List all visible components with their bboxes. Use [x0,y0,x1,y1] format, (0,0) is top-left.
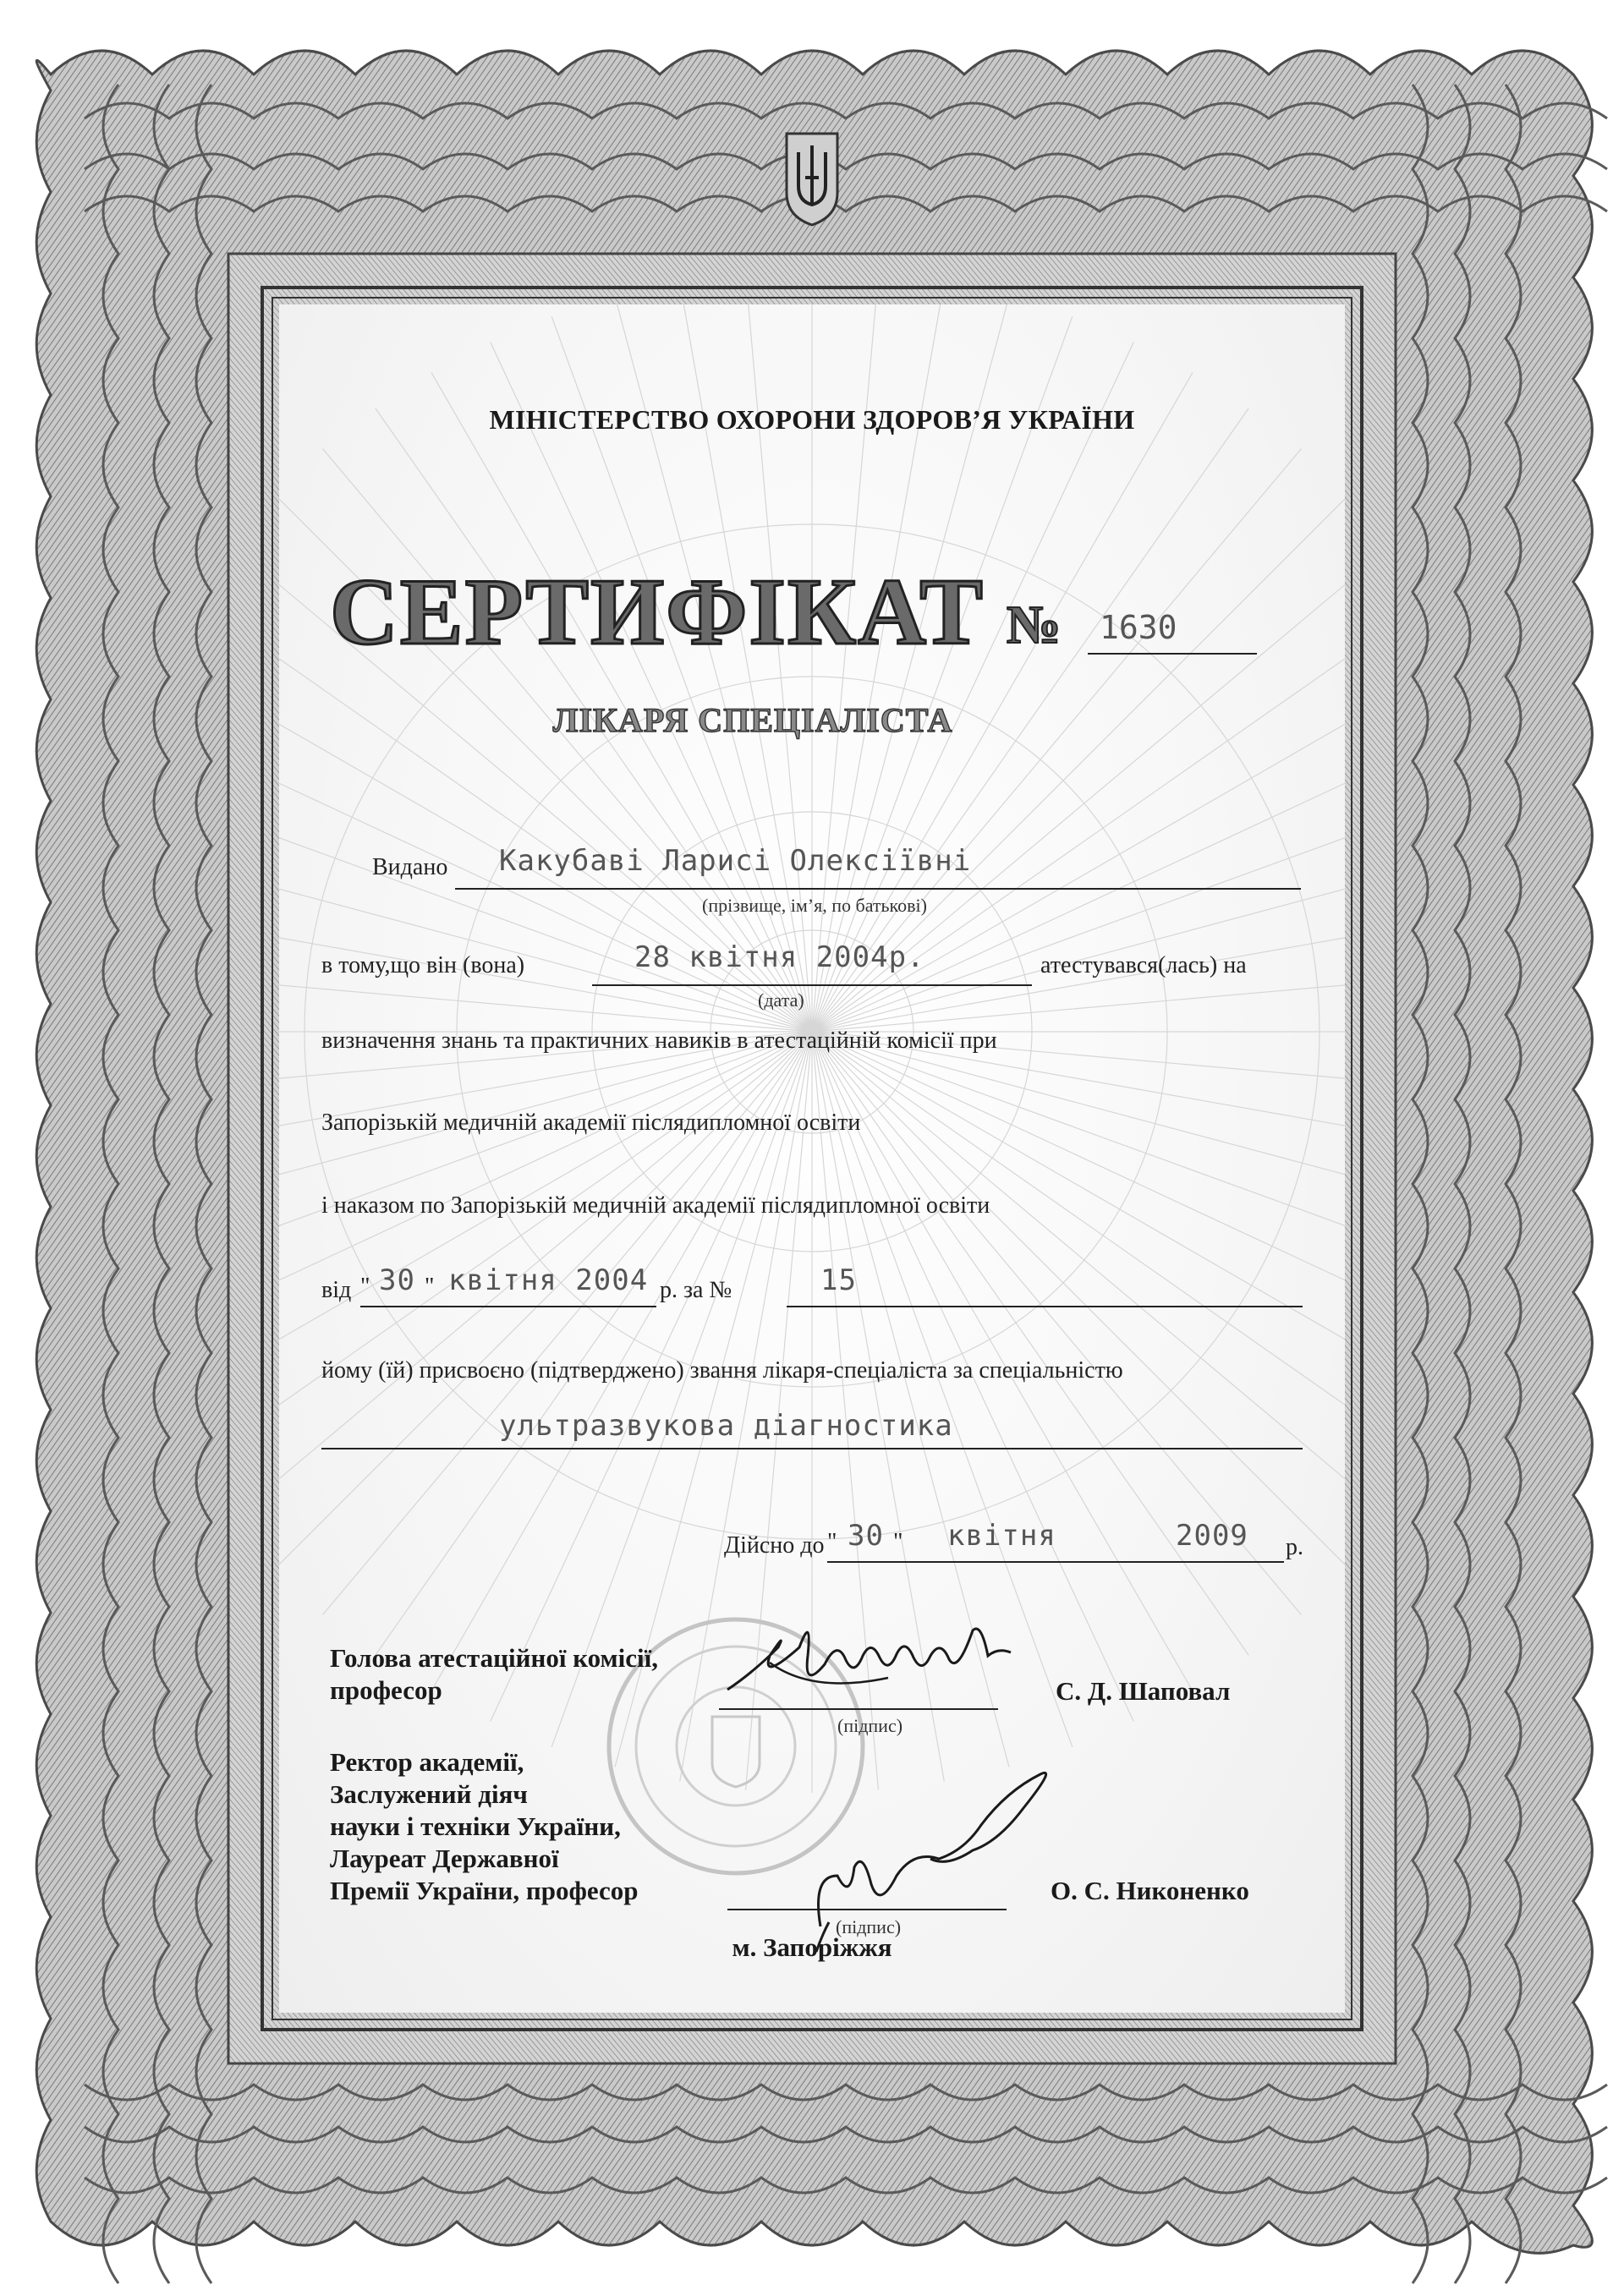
signature1-line [719,1708,998,1710]
validity-underline [827,1561,1284,1563]
certificate-paper [279,304,1345,2013]
signatory2-title-2: Заслужений діяч [330,1779,528,1809]
order-r-label: р. за № [660,1277,732,1303]
number-underline [1088,653,1257,655]
issued-label: Видано [372,854,448,880]
specialty-line: йому (їй) присвоєно (підтверджено) звання лікаря-спеціаліста за спеціальністю [321,1357,1123,1384]
signature-2 [770,1749,1074,1960]
order-from-label: від [321,1277,352,1303]
specialty-underline [321,1448,1303,1449]
signatory1-title-1: Голова атестаційної комісії, [330,1643,659,1673]
signatory2-title-1: Ректор академії, [330,1747,524,1777]
number-sign: № [1007,595,1062,655]
attestation-line-4: Запорізькій медичній академії післядипломної освіти [321,1110,861,1136]
attestation-date: 28 квітня 2004р. [634,940,925,974]
order-number: 15 [820,1263,857,1297]
date-note: (дата) [758,989,804,1011]
attestation-prefix: в тому,що він (вона) [321,952,525,978]
order-day: 30 [379,1263,415,1297]
order-open-quote: " [360,1274,370,1300]
signature-1 [719,1597,1023,1707]
signatory2-title-5: Премії України, професор [330,1876,639,1905]
name-note: (прізвище, ім’я, по батькові) [702,895,927,916]
order-close-quote: " [425,1274,435,1300]
signature1-note: (підпис) [837,1715,903,1736]
attestation-line-5: і наказом по Запорізькій медичній академії післядипломної освіти [321,1192,990,1219]
signatory1-title-2: професор [330,1675,442,1705]
validity-day: 30 [848,1519,884,1553]
signature2-note: (підпис) [836,1916,902,1937]
attestation-line-3: визначення знань та практичних навиків в атестаційній комісії при [321,1027,997,1054]
validity-r-label: р. [1286,1534,1303,1560]
specialty-value: ультразвукова діагностика [499,1409,953,1443]
order-date-underline [360,1306,656,1307]
validity-close-quote: " [893,1529,903,1555]
recipient-name: Какубаві Ларисі Олексіївні [499,844,972,878]
signatory2-name: О. С. Никоненко [1051,1876,1249,1905]
validity-month: квітня [947,1519,1056,1553]
signatory2-title-3: науки і техніки України, [330,1811,621,1841]
name-underline [455,888,1301,890]
validity-year: 2009 [1176,1519,1248,1553]
trident-emblem [780,127,844,228]
ministry-heading: МІНІСТЕРСТВО ОХОРОНИ ЗДОРОВ’Я УКРАЇНИ [489,404,1135,435]
order-month-year: квітня 2004 [448,1263,649,1297]
date-underline [592,984,1032,986]
certificate-title: СЕРТИФІКАТ [330,560,985,665]
certificate-subtitle: ЛІКАРЯ СПЕЦІАЛІСТА [552,701,953,739]
validity-open-quote: " [827,1529,837,1555]
order-number-underline [787,1306,1303,1307]
signatory1-name: С. Д. Шаповал [1056,1676,1231,1706]
attestation-suffix: атестувався(лась) на [1040,952,1247,978]
signatory2-title-4: Лауреат Державної [330,1844,559,1873]
validity-label: Дійсно до [724,1532,825,1559]
city-footer: м. Запоріжжя [732,1932,892,1962]
certificate-number: 1630 [1100,609,1177,646]
